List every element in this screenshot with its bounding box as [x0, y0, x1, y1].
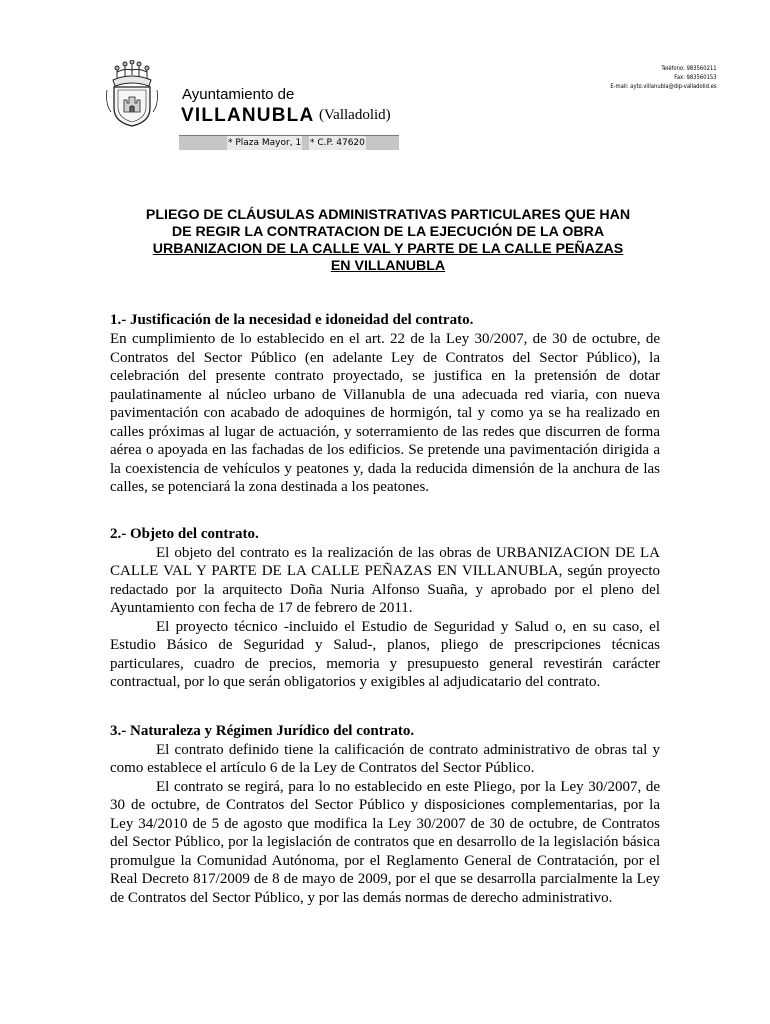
section-paragraph: El proyecto técnico -incluido el Estudio de Seguridad y Salud o, en su caso, el Estudio Básico de Seguridad y Salud-, planos, pliego de prescripciones técnicas particulares, cuadro de precios, memoria y presupuesto general revestirán carácter contractual, por lo que serán obligatorios y exigibles al adjudicatario del contrato. — [110, 618, 660, 690]
section-heading: 2.- Objeto del contrato. — [110, 525, 259, 542]
title-line-1: PLIEGO DE CLÁUSULAS ADMINISTRATIVAS PARTICULARES QUE HAN — [145, 207, 631, 223]
document-body — [110, 311, 660, 907]
section-paragraph: El contrato definido tiene la calificación de contrato administrativo de obras tal y como establece el artículo 6 de la Ley de Contratos del Sector Público. — [110, 741, 660, 776]
email-address: E-mail: ayto.villanubla@dip-valladolid.es — [610, 82, 717, 90]
title-line-3: URBANIZACION DE LA CALLE VAL Y PARTE DE LA CALLE PEÑAZAS — [152, 241, 624, 257]
title-line-4: EN VILLANUBLA — [330, 258, 446, 274]
council-label: Ayuntamiento de — [182, 86, 295, 103]
section-paragraph: El objeto del contrato es la realización de las obras de URBANIZACION DE LA CALLE VAL Y PARTE DE LA CALLE PEÑAZAS EN VILLANUBLA, según proyecto redactado por la arquitecto Doña Nuria Alfonso Suaña, y aprobado por el pleno del Ayuntamiento con fecha de 17 de febrero de 2011. — [110, 544, 660, 616]
province-name: (Valladolid) — [319, 107, 391, 123]
address-street: * Plaza Mayor, 1 — [228, 138, 302, 148]
section-objeto — [110, 525, 660, 692]
address-postcode: * C.P. 47620 — [310, 138, 365, 148]
section-heading: 1.- Justificación de la necesidad e idoneidad del contrato. — [110, 312, 474, 328]
title-line-2: DE REGIR LA CONTRATACION DE LA EJECUCIÓN DE LA OBRA — [171, 224, 605, 240]
document-title — [108, 207, 668, 275]
section-paragraph: En cumplimiento de lo establecido en el art. 22 de la Ley 30/2007, de 30 de octubre, de Contratos del Sector Público (en adelante Ley de Contratos del Sector Público), la celebración del presente contrato proyectado, se justifica en la pretensión de dotar paulatinamente al núcleo urbano de Villanubla de una adecuada red viaria, con nueva pavimentación con acabado de adoquines de hormigón, tal y como ya se ha realizado en calles próximas al lugar de actuación, y soterramiento de las redes que discurren de forma aérea o apoyada en las fachadas de los edificios. Se pretende una pavimentación dirigida a la coexistencia de vehículos y peatones y, dada la reducida dimensión de la anchura de las calles, se potenciará la zona destinada a los peatones. — [110, 331, 660, 495]
coat-of-arms-icon — [103, 60, 161, 128]
municipality-name: VILLANUBLA — [181, 105, 315, 126]
fax-number: Fax: 983560153 — [674, 73, 717, 81]
contact-info — [611, 64, 717, 91]
address-bar — [179, 135, 399, 150]
section-paragraph: El contrato se regirá, para lo no establecido en este Pliego, por la Ley 30/2007, de 30 de octubre, de Contratos del Sector Público y disposiciones complementarias, por la Ley 34/2010 de 5 de agosto que modifica la Ley 30/2007 de 30 de octubre, de Contratos del Sector Público, por la legislación de contratos que en desarrollo de la legislación básica promulgue la Comunidad Autónoma, por el Reglamento General de Contratación, por el Real Decreto 817/2009 de 8 de mayo de 2009, por el que se desarrolla parcialmente la Ley de Contratos del Sector Público, y por las demás normas de derecho administrativo. — [110, 778, 660, 906]
section-naturaleza — [110, 722, 660, 908]
section-justificacion — [110, 311, 660, 497]
section-heading: 3.- Naturaleza y Régimen Jurídico del contrato. — [110, 722, 415, 739]
phone-number: Teléfono: 983560211 — [661, 64, 717, 72]
